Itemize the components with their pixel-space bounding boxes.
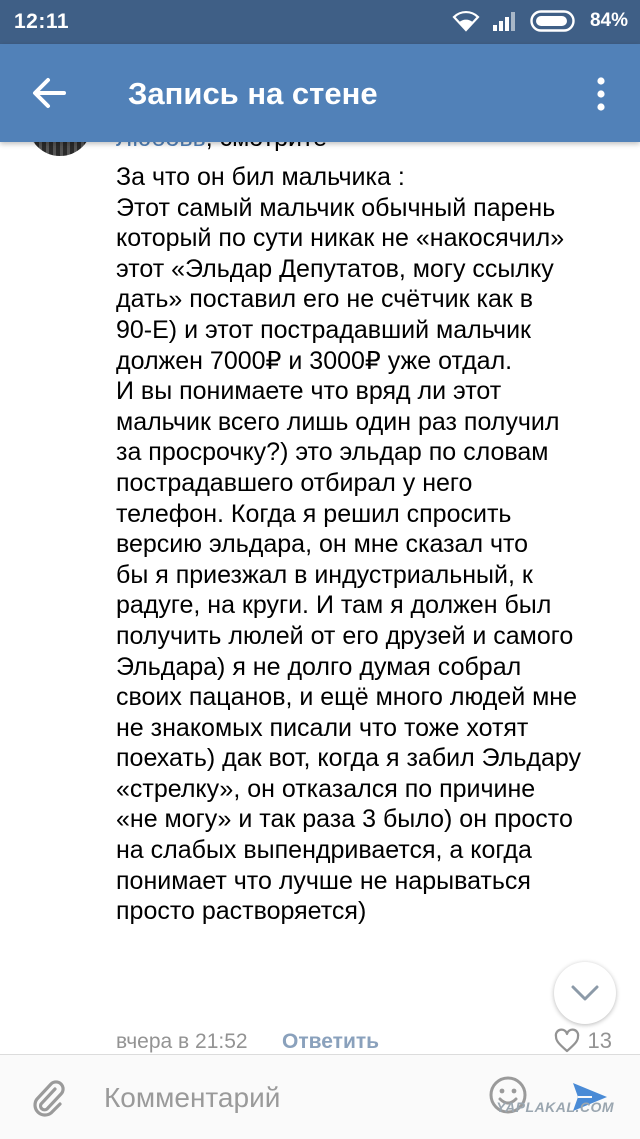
comment-line: Этот самый мальчик обычный парень bbox=[116, 193, 556, 222]
watermark: YAPLAKAL.COM bbox=[496, 1099, 614, 1115]
comment-line: за просрочку?) это эльдар по словам bbox=[116, 438, 549, 467]
page-title: Запись на стене bbox=[128, 76, 378, 111]
comment-line: И вы понимаете что вряд ли этот bbox=[116, 377, 502, 406]
arrow-left-icon[interactable] bbox=[24, 70, 74, 116]
comment-thread bbox=[0, 142, 640, 1054]
comment-line: получить люлей от его друзей и самого bbox=[116, 621, 574, 650]
battery-level: 84% bbox=[589, 10, 628, 31]
comment-line: должен 7000₽ и 3000₽ уже отдал. bbox=[116, 346, 513, 375]
comment-line: радуге, на круги. И там я должен был bbox=[116, 591, 552, 620]
status-bar bbox=[0, 0, 640, 44]
comment-timestamp: вчера в 21:52 bbox=[116, 1030, 248, 1053]
comment-line: мальчик всего лишь один раз получил bbox=[116, 407, 560, 436]
comment-line: версию эльдара, он мне сказал что bbox=[116, 530, 529, 559]
paperclip-icon[interactable] bbox=[28, 1077, 68, 1119]
comment-input[interactable] bbox=[102, 1075, 466, 1121]
like-button[interactable] bbox=[554, 1028, 612, 1054]
comment-line: 90-Е) и этот пострадавший мальчик bbox=[116, 315, 531, 344]
battery-icon bbox=[530, 9, 578, 33]
status-icons bbox=[452, 9, 628, 33]
comment-line: этот «Эльдар Депутатов, могу ссылку bbox=[116, 254, 554, 283]
comment-line: телефон. Когда я решил спросить bbox=[116, 499, 512, 528]
comment-line: За что он бил мальчика : bbox=[116, 163, 405, 191]
reply-button[interactable]: Ответить bbox=[282, 1030, 380, 1053]
comment-line: «не могу» и так раза 3 было) он просто bbox=[116, 805, 573, 834]
comment-line: который по сути никак не «накосячил» bbox=[116, 224, 565, 253]
comment-text bbox=[116, 162, 616, 927]
comment-line: на слабых выпендривается, а когда bbox=[116, 836, 532, 865]
comment-line: поехать) дак вот, когда я забил Эльдару bbox=[116, 744, 582, 773]
comment-line: дать» поставил его не счётчик как в bbox=[116, 285, 534, 314]
comment-line: «стрелку», он отказался по причине bbox=[116, 774, 536, 803]
comment-line: бы я приезжал в индустриальный, к bbox=[116, 560, 533, 589]
comment-line: понимает что лучше не нарываться bbox=[116, 866, 531, 895]
comment-line: Эльдара) я не долго думая собрал bbox=[116, 652, 522, 681]
more-vertical-icon[interactable] bbox=[586, 74, 616, 114]
chevron-down-icon bbox=[570, 984, 600, 1002]
wifi-icon bbox=[452, 10, 480, 32]
toolbar bbox=[0, 44, 640, 142]
comment-line: своих пацанов, и ещё много людей мне bbox=[116, 683, 577, 712]
comment-composer bbox=[0, 1054, 640, 1139]
comment-line: просто растворяется) bbox=[116, 897, 367, 926]
status-time: 12:11 bbox=[14, 10, 70, 33]
signal-icon bbox=[492, 10, 518, 32]
like-count: 13 bbox=[587, 1028, 612, 1053]
heart-icon bbox=[554, 1029, 580, 1053]
comment-line: пострадавшего отбирал у него bbox=[116, 468, 473, 497]
scroll-down-button[interactable] bbox=[554, 962, 616, 1024]
comment-line: не знакомых писали что тоже хотят bbox=[116, 713, 529, 742]
